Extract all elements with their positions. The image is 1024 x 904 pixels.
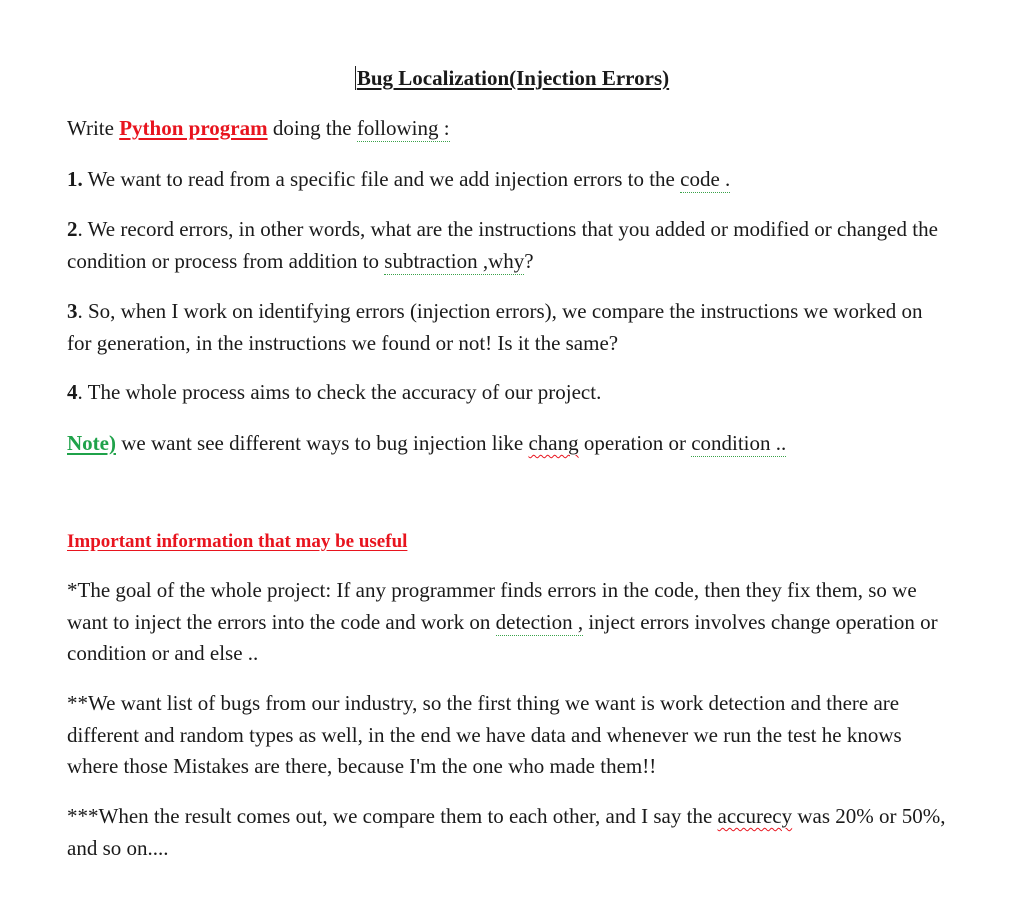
item-text: We want to read from a specific file and we add injection errors to the [82,167,681,191]
item-number: 4 [67,380,78,404]
important-text: **We want list of bugs from our industry, so the first thing we want is work detection and there are different and random types as well, in the end we have data and whenever we run the test he knows where those Mistakes are there, because I'm the one who made them!! [67,691,902,778]
document-title-row [0,64,1024,92]
item-number: 3 [67,299,78,323]
note-middle: operation or [578,431,692,455]
intro-middle: doing the [267,116,357,140]
list-item-2 [67,214,947,277]
list-item-4 [67,377,947,409]
important-text-after: was 20% or 50%, and so on.... [67,804,946,860]
note-label: Note) [67,431,116,455]
important-paragraph-3 [67,801,947,864]
note-misspelled: chang [528,431,579,455]
intro-paragraph [67,113,947,145]
important-text: *The goal of the whole project: If any programmer finds errors in the code, then they fix them, so we want to inject the errors into the code and work on [67,578,917,634]
item-underlined: code . [680,167,731,191]
item-number: 1. [67,167,83,191]
item-number: 2 [67,217,78,241]
document-title: Bug Localization(Injection Errors) [356,66,670,90]
item-text: . So, when I work on identifying errors (injection errors), we compare the instructions we worked on for generation, in the instructions we found or not! Is it the same? [67,299,923,355]
important-text: ***When the result comes out, we compare them to each other, and I say the [67,804,718,828]
important-heading: Important information that may be useful [67,531,408,552]
important-misspelled: accurecy [717,804,793,828]
important-paragraph-2 [67,688,947,783]
note-text: we want see different ways to bug injection like [115,431,529,455]
item-underlined: subtraction ,why [384,248,525,273]
intro-following: following : [356,116,450,140]
note-paragraph [67,428,947,460]
item-text: . The whole process aims to check the accuracy of our project. [77,380,602,404]
item-text: . We record errors, in other words, what are the instructions that you added or modified or changed the condition or process from addition to [67,217,938,273]
important-paragraph-1 [67,575,947,670]
important-text-after: inject errors involves change operation or condition or and else .. [67,609,938,665]
list-item-3 [67,296,947,359]
important-underlined: detection , [495,609,584,634]
intro-prefix: Write [67,116,120,140]
item-text-after: ? [524,248,534,273]
list-item-1 [67,164,947,196]
note-underlined: condition .. [691,431,787,455]
intro-highlight: Python program [119,116,268,140]
